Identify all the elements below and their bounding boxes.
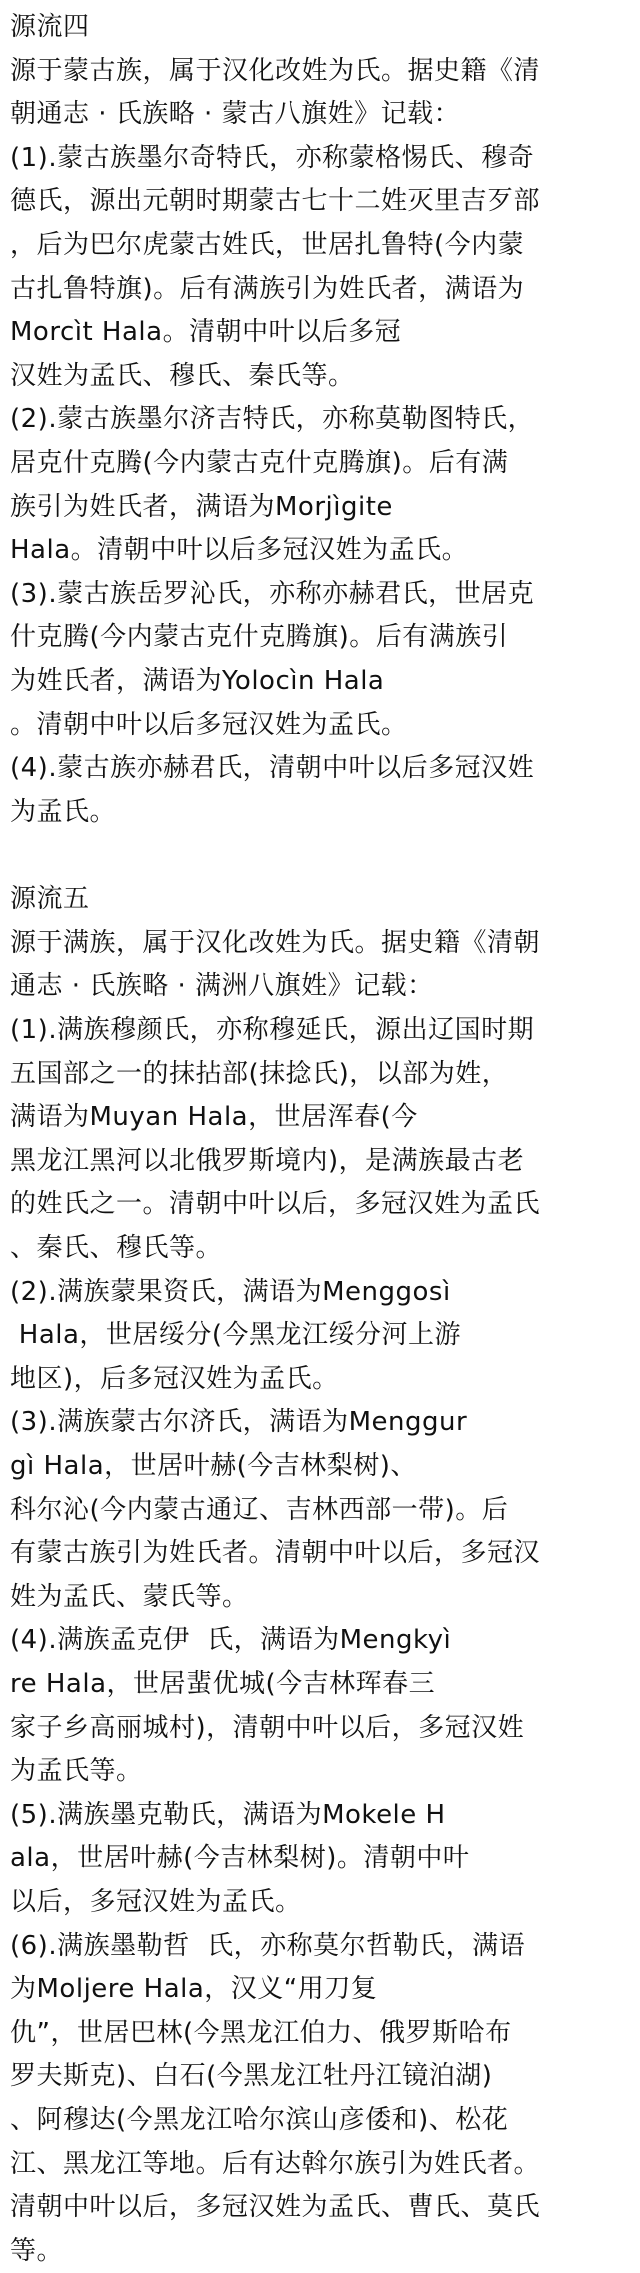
- text-line: 汉姓为孟氏、穆氏、秦氏等。: [10, 360, 355, 391]
- text-line: (1).满族穆颜氏，亦称穆延氏，源出辽国时期: [10, 1015, 535, 1046]
- text-line: 为姓氏者，满语为Yolocìn Hala: [10, 665, 385, 696]
- text-line: 朝通志 · 氏族略 · 蒙古八旗姓》记载：: [10, 99, 461, 130]
- section-heading: 源流四: [10, 12, 90, 42]
- text-line: 黑龙江黑河以北俄罗斯境内)，是满族最古老: [10, 1145, 525, 1176]
- text-line: ，后为巴尔虎蒙古姓氏，世居扎鲁特(今内蒙: [10, 229, 525, 260]
- text-line: 仇”，世居巴林(今黑龙江伯力、俄罗斯哈布: [10, 2017, 512, 2048]
- text-line: (2).满族蒙果资氏，满语为Menggosì: [10, 1276, 451, 1307]
- text-line: 源于蒙古族，属于汉化改姓为氏。据史籍《清: [10, 55, 541, 86]
- text-line: 等。: [10, 2235, 64, 2266]
- section-origin-4: [10, 6, 630, 834]
- text-line: 家子乡高丽城村)，清朝中叶以后，多冠汉姓: [10, 1712, 525, 1743]
- text-line: 通志 · 氏族略 · 满洲八旗姓》记载：: [10, 971, 434, 1002]
- text-line: 江、黑龙江等地。后有达斡尔族引为姓氏者。: [10, 2148, 541, 2179]
- text-line: 居克什克腾(今内蒙古克什克腾旗)。后有满: [10, 447, 509, 478]
- text-line: (4).蒙古族亦赫君氏，清朝中叶以后多冠汉姓: [10, 753, 535, 784]
- text-line: 为孟氏等。: [10, 1756, 143, 1787]
- text-line: (5).满族墨克勒氏，满语为Mokele H: [10, 1799, 446, 1830]
- text-line: 地区)，后多冠汉姓为孟氏。: [10, 1363, 339, 1394]
- section-heading: 源流五: [10, 884, 90, 915]
- text-line: 源于满族，属于汉化改姓为氏。据史籍《清朝: [10, 927, 541, 958]
- text-line: 、秦氏、穆氏等。: [10, 1233, 223, 1264]
- text-line: (3).蒙古族岳罗沁氏，亦称亦赫君氏，世居克: [10, 578, 535, 609]
- text-line: 的姓氏之一。清朝中叶以后，多冠汉姓为孟氏: [10, 1189, 541, 1220]
- text-line: 。清朝中叶以后多冠汉姓为孟氏。: [10, 709, 408, 740]
- text-line: 族引为姓氏者，满语为Morjìgite: [10, 491, 393, 522]
- text-line: 有蒙古族引为姓氏者。清朝中叶以后，多冠汉: [10, 1538, 541, 1569]
- text-line: 五国部之一的抹拈部(抹捻氏)，以部为姓，: [10, 1058, 509, 1089]
- text-line: 什克腾(今内蒙古克什克腾旗)。后有满族引: [10, 622, 509, 653]
- text-line: 为Moljere Hala，汉义“用刀复: [10, 1974, 378, 2005]
- text-line: 姓为孟氏、蒙氏等。: [10, 1581, 249, 1612]
- text-line: Hala，世居绥分(今黑龙江绥分河上游: [10, 1320, 462, 1351]
- section-origin-5: [10, 878, 630, 2273]
- text-line: Hala。清朝中叶以后多冠汉姓为孟氏。: [10, 535, 469, 566]
- text-line: ala，世居叶赫(今吉林梨树)。清朝中叶: [10, 1843, 470, 1874]
- text-line: (1).蒙古族墨尔奇特氏，亦称蒙格惕氏、穆奇: [10, 142, 535, 173]
- text-line: (2).蒙古族墨尔济吉特氏，亦称莫勒图特氏，: [10, 404, 535, 435]
- text-line: 以后，多冠汉姓为孟氏。: [10, 1886, 302, 1917]
- text-line: (4).满族孟克伊 氏，满语为Mengkyì: [10, 1625, 452, 1656]
- text-line: gì Hala，世居叶赫(今吉林梨树)、: [10, 1451, 417, 1481]
- text-line: (6).满族墨勒哲 氏，亦称莫尔哲勒氏，满语: [10, 1930, 526, 1961]
- text-line: re Hala，世居蜚优城(今吉林珲春三: [10, 1668, 436, 1699]
- text-line: Morcìt Hala。清朝中叶以后多冠: [10, 317, 402, 348]
- text-line: 古扎鲁特旗)。后有满族引为姓氏者，满语为: [10, 273, 525, 304]
- text-line: 罗夫斯克)、白石(今黑龙江牡丹江镜泊湖): [10, 2061, 493, 2092]
- text-line: 德氏，源出元朝时期蒙古七十二姓灭里吉歹部: [10, 186, 541, 217]
- text-line: 为孟氏。: [10, 796, 117, 827]
- text-line: (3).满族蒙古尔济氏，满语为Menggur: [10, 1407, 468, 1438]
- text-line: 满语为Muyan Hala，世居浑春(今: [10, 1102, 418, 1133]
- text-line: 、阿穆达(今黑龙江哈尔滨山彦倭和)、松花: [10, 2104, 509, 2135]
- text-line: 科尔沁(今内蒙古通辽、吉林西部一带)。后: [10, 1494, 509, 1525]
- text-line: 清朝中叶以后，多冠汉姓为孟氏、曹氏、莫氏: [10, 2192, 541, 2223]
